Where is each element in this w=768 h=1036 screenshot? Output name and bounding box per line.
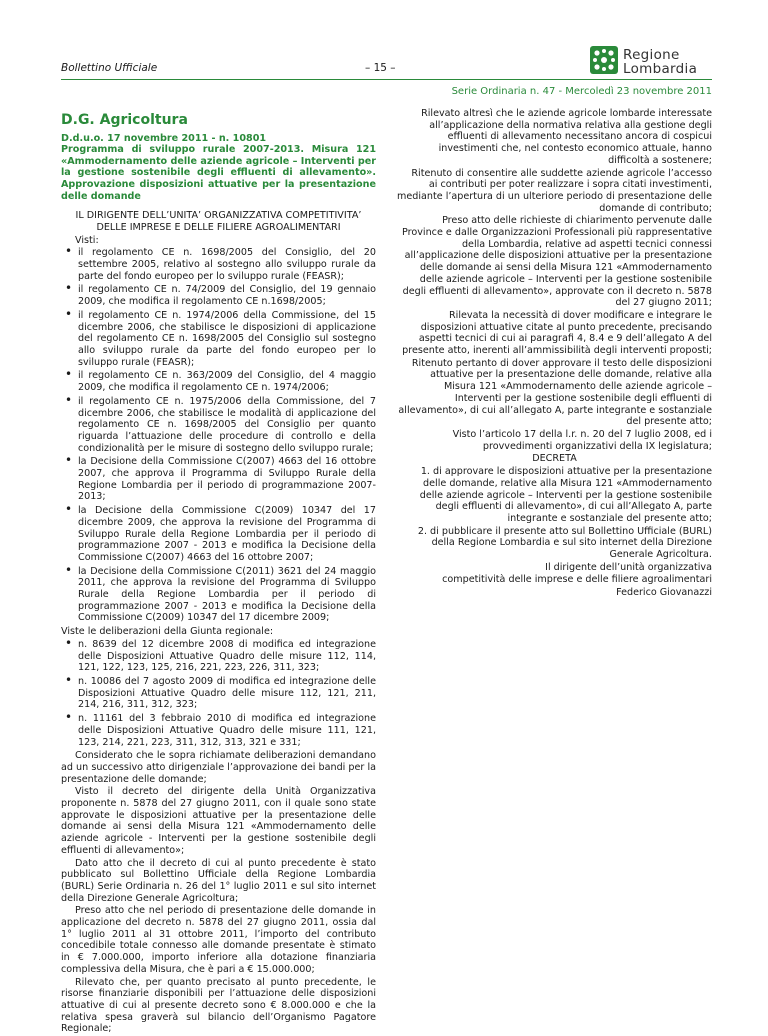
regione-lombardia-logo [590,44,710,80]
section-title: D.G. Agricoltura [61,112,188,128]
paragraph: Ritenuto di consentire alle suddette aziende agricole l’accesso ai contributi per poter realizzare i sopra citati investimenti, mediante l’apertura di un ulteriore periodo di presentazione delle domande di contributo; [397,167,712,214]
paragraph: Preso atto che nel periodo di presentazione delle domande in applicazione del decreto n. 5878 del 27 giugno 2011, ossia dal 1° luglio 2011 al 31 ottobre 2011, l’importo del contributo concedibile totale connesso alle domande presentate è stimato in € 7.000.000, importo inferiore alla dotazione finanziaria complessiva della Misura, che è pari a € 15.000.000; [61,905,376,975]
list-item: • il regolamento CE n. 1975/2006 della Commissione, del 7 dicembre 2006, che stabilisce le modalità di applicazione del regolamento CE n. 1698/2005 del Consiglio per quanto riguarda l’attuazione delle procedure di controllo e della condizionalità per le misure di sostegno dello sviluppo rurale; [61,396,376,455]
paragraph: Rilevato che, per quanto precisato al punto precedente, le risorse finanziarie disponibili per l’attuazione delle disposizioni attuative di cui al presente decreto sono € 8.000.000 e che la relativa spesa graverà sul bilancio dell’Organismo Pagatore Regionale; [61,976,376,1035]
viste-label: Viste le deliberazioni della Giunta regionale: [61,626,274,638]
list-item: • il regolamento CE n. 363/2009 del Consiglio, del 4 maggio 2009, che modifica il regolamento CE n. 1974/2006; [61,370,376,393]
paragraph: Rilevata la necessità di dover modificare e integrare le disposizioni attuative citate al punto precedente, precisando aspetti tecnici di cui ai paragrafi 4, 8.4 e 9 dell’allegato A del presente atto, inerenti all’ammissibilità degli interventi proposti; [402,309,712,357]
list-item: • il regolamento CE n. 1698/2005 del Consiglio, del 20 settembre 2005, relativo al sostegno allo sviluppo rurale da parte del fondo europeo per lo sviluppo rurale (FEASR); [61,247,376,282]
publication-title: Bollettino Ufficiale [61,62,158,74]
paragraph: Dato atto che il decreto di cui al punto precedente è stato pubblicato sul Bollettino Ufficiale della Regione Lombardia (BURL) Serie Ordinaria n. 26 del 1° luglio 2011 e sul sito internet della Direzione Generale Agricoltura; [61,857,376,904]
signature-name: Federico Giovanazzi [616,587,712,599]
authority-heading: IL DIRIGENTE DELL’UNITA’ ORGANIZZATIVA COMPETITIVITA’ DELLE IMPRESE E DELLE FILIERE AGROALIMENTARI [75,210,362,233]
logo-line-2: Lombardia [623,61,698,77]
page-number: – 15 – [365,62,396,74]
serie-label: Serie Ordinaria n. 47 - Mercoledì 23 novembre 2011 [451,86,712,97]
list-item: • n. 8639 del 12 dicembre 2008 di modifica ed integrazione delle Disposizioni Attuative Quadro delle misure 112, 114, 121, 122, 123, 125, 216, 221, 223, 226, 311, 323; [61,639,376,674]
decree-point: 1. di approvare le disposizioni attuative per la presentazione delle domande, relative alla Misura 121 «Ammodernamento delle aziende agricole – Interventi per la gestione sostenibile degli effluenti di allevamento», di cui all’Allegato A, parte integrante e sostanziale del presente atto; [419,466,712,524]
list-item: • n. 10086 del 7 agosto 2009 di modifica ed integrazione delle Disposizioni Attuative Quadro delle misure 112, 121, 211, 214, 216, 311, 312, 323; [61,676,376,711]
paragraph: Visto l’articolo 17 della l.r. n. 20 del 7 luglio 2008, ed i provvedimenti organizzativi della IX legislatura; [452,428,712,452]
paragraph: Preso atto delle richieste di chiarimento pervenute dalle Province e dalle Organizzazioni Professionali più rappresentative della Lombardia, relative ad aspetti tecnici connessi all’applicazione delle disposizioni attuative per la presentazione delle domande ai sensi della Misura 121 «Ammodernamento delle aziende agricole – Interventi per la gestione sostenibile degli effluenti di allevamento», approvate con il decreto n. 5878 del 27 giugno 2011; [402,215,712,309]
decree-point: 2. di pubblicare il presente atto sul Bollettino Ufficiale (BURL) della Regione Lombardia e sul sito internet della Direzione Generale Agricoltura. [417,525,712,561]
decree-reference: D.d.u.o. 17 novembre 2011 - n. 10801 [61,132,267,144]
list-item: • la Decisione della Commissione C(2007) 4663 del 16 ottobre 2007, che approva il Programma di Sviluppo Rurale della Regione Lombardia per il periodo di programmazione 2007-2013; [61,456,376,503]
header-rule [61,79,712,80]
decreta-heading: DECRETA [532,453,577,465]
right-column [397,108,712,600]
paragraph: Rilevato altresì che le aziende agricole lombarde interessate all’applicazione della normativa relativa alla gestione degli effluenti di allevamento necessitano ancora di cospicui investimenti che, nel contesto economico attuale, hanno difficoltà a sostenere; [421,108,712,166]
rosa-camuna-icon [590,46,618,74]
signature-line-2: competitività delle imprese e delle filiere agroalimentari [442,574,712,586]
signature-line-1: Il dirigente dell’unità organizzativa [545,561,712,573]
decree-subject: Programma di sviluppo rurale 2007-2013. Misura 121 «Ammodernamento delle aziende agricole – Interventi per la gestione sostenibile degli effluenti di allevamento». Approvazione disposizioni attuative per la presentazione delle domande [61,144,376,202]
list-item: • la Decisione della Commissione C(2009) 10347 del 17 dicembre 2009, che approva la revisione del Programma di Sviluppo Rurale della Regione Lombardia per il periodo di programmazione 2007 - 2013 e modifica la Decisione della Commissione C(2007) 4663 del 16 ottobre 2007; [61,505,376,564]
list-item: • il regolamento CE n. 74/2009 del Consiglio, del 19 gennaio 2009, che modifica il regolamento CE n.1698/2005; [61,284,376,307]
list-item: • la Decisione della Commissione C(2011) 3621 del 24 maggio 2011, che approva la revisione del Programma di Sviluppo Rurale della Regione Lombardia per il periodo di programmazione 2007 - 2013 e modifica la Decisione della Commissione C(2009) 10347 del 17 dicembre 2009; [61,566,376,625]
paragraph: Visto il decreto del dirigente della Unità Organizzativa proponente n. 5878 del 27 giugno 2011, con il quale sono state approvate le disposizioni attuative per la presentazione delle domande ai sensi della Misura 121 «Ammodernamento delle aziende agricole - Interventi per la gestione sostenibile degli effluenti di allevamento»; [61,786,376,856]
list-item: • n. 11161 del 3 febbraio 2010 di modifica ed integrazione delle Disposizioni Attuative Quadro delle misure 111, 121, 123, 214, 221, 223, 311, 312, 313, 321 e 331; [61,713,376,748]
logo-line-1: Regione [623,47,680,63]
visti-label: Visti: [75,234,99,246]
left-column [61,108,376,1036]
paragraph: Ritenuto pertanto di dover approvare il testo delle disposizioni attuative per la presentazione delle domande, relative alla Misura 121 «Ammodernamento delle aziende agricole – Interventi per la gestione sostenibile degli effluenti di allevamento», di cui all’allegato A, parte integrante e sostanziale del presente atto; [398,357,712,428]
viste-list [61,639,376,748]
paragraph: Considerato che le sopra richiamate deliberazioni demandano ad un successivo atto dirigenziale l’approvazione dei bandi per la presentazione delle domande; [61,750,376,785]
list-item: • il regolamento CE n. 1974/2006 della Commissione, del 15 dicembre 2006, che stabilisce le disposizioni di applicazione del regolamento CE n. 1698/2005 del Consiglio sul sostegno allo sviluppo rurale da parte del fondo europeo per lo sviluppo rurale (FEASR); [61,310,376,369]
visti-list [61,247,376,624]
